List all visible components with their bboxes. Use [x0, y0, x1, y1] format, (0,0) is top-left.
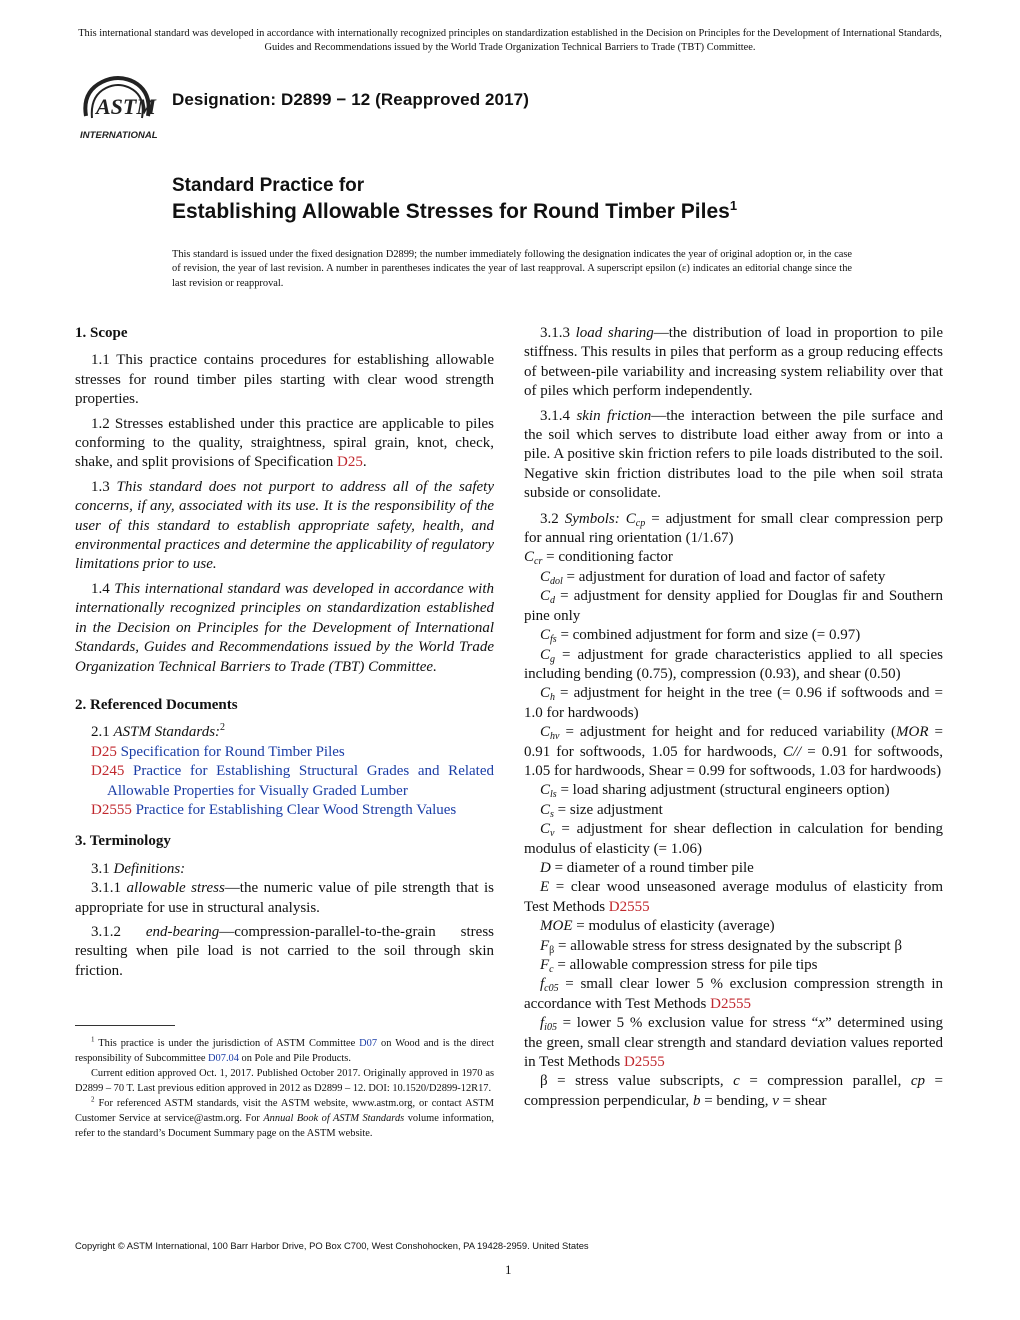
def-term: skin friction	[576, 407, 652, 424]
astm-logo	[76, 74, 160, 144]
symbol-text: = combined adjustment for form and size (= 0.97)	[556, 627, 861, 644]
symbol-text: = adjustment for shear deflection in calculation for bending modulus of elasticity (= 1.06)	[524, 821, 943, 857]
section-heading-scope: 1. Scope	[75, 325, 128, 341]
title-text: Establishing Allowable Stresses for Round Timber Piles	[172, 200, 730, 223]
reference-title[interactable]: Practice for Establishing Clear Wood Strength Values	[135, 801, 457, 818]
symbol-text: = compression parallel,	[739, 1073, 911, 1090]
symbol-cll: C//	[782, 743, 802, 760]
para-1-4-num: 1.4	[91, 580, 115, 597]
left-column	[75, 324, 494, 986]
symbol-text: = adjustment for density applied for Douglas fir and Southern pine only	[524, 588, 943, 624]
committee-link[interactable]: D07	[359, 1038, 378, 1049]
issued-note: This standard is issued under the fixed designation D2899; the number immediately following the designation indicates the year of original adoption or, in the case of revision, the year of last revision. A number in parentheses indicates the year of last reapproval. A superscript epsilon (ε) indicates an editorial change since the last revision or reapproval.	[172, 249, 852, 289]
para-1-1: 1.1 This practice contains procedures for establishing allowable stresses for round timber piles starting with clear wood strength properties.	[75, 352, 494, 408]
para-1-2-text: 1.2 Stresses established under this practice are applicable to piles conforming to the quality, straightness, spiral grain, knot, check, shake, and split provisions of Specification	[75, 415, 494, 471]
footnote-text: This practice is under the jurisdiction of ASTM Committee	[94, 1038, 360, 1049]
symbol-text: = compression perpendicular,	[524, 1073, 943, 1109]
footnotes	[75, 1036, 494, 1141]
reference-item[interactable]	[91, 801, 494, 820]
symbols-label: Symbols:	[564, 510, 620, 527]
right-column	[524, 324, 943, 1111]
footnote-mark-2[interactable]: 2	[220, 722, 226, 734]
reference-code[interactable]: D2555	[91, 801, 132, 818]
def-term: allowable stress	[126, 880, 225, 897]
symbol-e: E = clear wood unseasoned average modulus of elasticity from Test Methods D2555	[524, 879, 943, 915]
def-text: —the numeric value of pile strength that is appropriate for use in structural analysis.	[75, 880, 494, 916]
symbol-cd: $C_d$ = adjustment for density applied for Douglas fir and Southern pine only	[524, 588, 943, 624]
para-1-2-end: .	[362, 454, 367, 471]
symbol-fc: $F_c$ = allowable compression stress for pile tips	[540, 957, 818, 975]
reference-code[interactable]: D25	[91, 743, 117, 760]
symbol-text: = lower 5 % exclusion value for stress “	[556, 1015, 819, 1032]
definitions-num: 3.1	[91, 860, 114, 877]
def-text: —the interaction between the pile surface and the soil which serves to distribute load either away from or into a pile. A positive skin friction refers to pile loads distributed to the soil. Negative skin friction distributes load to the pile when soil strata subside or consolidate.	[524, 407, 944, 502]
para-1-3-num: 1.3	[91, 478, 117, 495]
footnote-text: on Wood and is the direct responsibility of Subcommittee	[75, 1038, 494, 1064]
symbol-text: = conditioning factor	[542, 549, 673, 566]
symbol-c: c	[733, 1073, 740, 1090]
symbol-text: = size adjustment	[553, 801, 663, 818]
reference-title[interactable]: Practice for Establishing Structural Grades and Related Allowable Properties for Visually Graded Lumber	[107, 763, 494, 799]
footnote-text: For referenced ASTM standards, visit the ASTM website, www.astm.org, or contact ASTM Customer Service at service@astm.org. For	[75, 1098, 494, 1124]
symbol-fb: $F_\beta$ = allowable stress for stress designated by the subscript β	[540, 937, 902, 956]
definition-end-bearing	[75, 923, 494, 981]
symbol-mor: MOR	[896, 724, 929, 741]
symbol-ccr: $C_{cr}$ = conditioning factor	[524, 549, 673, 568]
para-1-2	[75, 415, 494, 473]
top-notice: This international standard was developed in accordance with internationally recognized principles on standardization established in the Decision on Principles for the Development of International Standards, Guides and Recommendations issued by the World Trade Organization Technical Barriers to Trade (TBT) Committee.	[78, 28, 942, 53]
symbol-text: = modulus of elasticity (average)	[572, 918, 775, 935]
symbol-text: = diameter of a round timber pile	[550, 859, 754, 876]
def-num: 3.1.1	[91, 880, 127, 897]
logo-international: INTERNATIONAL	[80, 130, 158, 141]
symbol-text: = adjustment for height in the tree (= 0.96 if softwoods and = 1.0 for hardwoods)	[524, 685, 943, 721]
footnote-italic: Annual Book of ASTM Standards	[263, 1113, 405, 1124]
symbol-chv: $C_{hv}$ = adjustment for height and for reduced variability (MOR = 0.91 for softwoods, 1.05 for hardwoods, C// = 0.91 for softwoods, 1.05 for hardwoods, Shear = 0.99 for softwoods, 1.03 for hardwoods)	[524, 724, 943, 779]
def-text: —compression-parallel-to-the-grain stress resulting when pile load is not carried to the soil through skin friction.	[75, 923, 494, 979]
symbol-cv: $C_v$ = adjustment for shear deflection in calculation for bending modulus of elasticity (= 1.06)	[524, 821, 943, 857]
symbol-d: D = diameter of a round timber pile	[540, 859, 754, 876]
symbol-cs: $C_s$ = size adjustment	[540, 801, 663, 820]
logo-monogram: ASTM	[96, 94, 156, 119]
title-footnote-mark[interactable]: 1	[729, 198, 738, 213]
section-heading-terminology: 3. Terminology	[75, 833, 171, 850]
definition-allowable-stress	[75, 879, 494, 918]
definition-skin-friction	[524, 407, 943, 504]
def-text: —the distribution of load in proportion to pile stiffness. This results in piles that perform as a group reducing effects of between-pile variability and increasing system reliability over that of piles which perform independently.	[524, 325, 944, 400]
footnote-2	[75, 1096, 494, 1141]
def-term: load sharing	[575, 325, 654, 341]
page-number: 1	[505, 1262, 512, 1277]
symbol-text: = 0.91 for softwoods, 1.05 for hardwoods,	[524, 724, 943, 760]
footnote-text: volume information, refer to the standard’s Document Summary page on the ASTM website.	[75, 1113, 494, 1139]
symbol-b: b	[692, 1092, 701, 1109]
para-1-3	[75, 478, 494, 575]
reference-item[interactable]	[91, 743, 494, 762]
symbol-text: = allowable compression stress for pile tips	[553, 957, 818, 973]
astm-standards-text: ASTM Standards:	[113, 724, 221, 741]
footnote-1-edition: Current edition approved Oct. 1, 2017. Published October 2017. Originally approved in 1970 as D2899 – 70 T. Last previous edition approved in 2012 as D2899 – 12. DOI: 10.1520/D2899-12R17.	[75, 1068, 494, 1094]
symbol-text: = adjustment for height and for reduced variability (	[559, 724, 897, 741]
symbol-cfs: $C_{fs}$ = combined adjustment for form and size (= 0.97)	[540, 627, 861, 646]
symbol-fi05: $f_{i05}$ = lower 5 % exclusion value for stress “x” determined using the green, small clear strength and standard deviation values reported in Test Methods D2555	[524, 1015, 943, 1071]
subcommittee-link[interactable]: D07.04	[208, 1053, 239, 1064]
def-num: 3.1.4	[540, 407, 577, 424]
reference-list	[91, 743, 494, 821]
footnote-2-mark: 2	[91, 1095, 95, 1104]
symbols-num: 3.2	[540, 510, 565, 527]
footnote-1-mark: 1	[91, 1035, 95, 1044]
symbol-text: = shear	[778, 1092, 827, 1109]
def-num: 3.1.2	[91, 923, 146, 940]
astm-standards-label	[75, 723, 494, 742]
symbol-x: x	[818, 1015, 825, 1032]
symbol-text: = adjustment for duration of load and factor of safety	[562, 568, 886, 585]
symbol-ccp: 3.2 Symbols: $C_{cp}$ = adjustment for small clear compression perp for annual ring orientation (1/1.67)	[524, 510, 944, 547]
footnote-1	[75, 1036, 494, 1066]
symbol-cp: cp	[910, 1073, 926, 1090]
symbol-text: = adjustment for grade characteristics applied to all species including bending (0.75), compression (0.93), and shear (0.50)	[524, 646, 943, 682]
astm-logo-icon	[76, 74, 160, 144]
symbol-moe: MOE = modulus of elasticity (average)	[540, 918, 775, 935]
def-num: 3.1.3	[540, 325, 576, 341]
symbol-text: = small clear lower 5 % exclusion compression strength in accordance with Test Methods	[524, 976, 943, 1012]
symbol-text: = adjustment for small clear compression perp for annual ring orientation (1/1.67)	[524, 510, 944, 547]
symbol-v: v	[772, 1092, 779, 1109]
symbol-text: = bending,	[700, 1092, 773, 1109]
ref-link-d2555[interactable]: D2555	[608, 898, 650, 915]
reference-title[interactable]: Specification for Round Timber Piles	[120, 743, 345, 760]
symbol-fc05: $f_{c05}$ = small clear lower 5 % exclusion compression strength in accordance with Test Methods D2555	[524, 976, 943, 1012]
symbol-text: β = stress value subscripts,	[540, 1073, 734, 1090]
designation: Designation: D2899 − 12 (Reapproved 2017)	[172, 90, 529, 109]
reference-code[interactable]: D245	[91, 763, 125, 780]
section-heading-referenced: 2. Referenced Documents	[75, 696, 238, 713]
symbol-text: = load sharing adjustment (structural engineers option)	[556, 782, 890, 799]
copyright: Copyright © ASTM International, 100 Barr Harbor Drive, PO Box C700, West Conshohocken, PA 19428-2959. United States	[75, 1240, 589, 1251]
def-term: end-bearing	[145, 923, 220, 940]
definition-load-sharing	[524, 324, 943, 402]
para-1-4	[75, 580, 494, 677]
symbol-text: = allowable stress for stress designated by the subscript β	[554, 937, 902, 954]
definitions-label	[75, 860, 494, 879]
symbol-ch: $C_h$ = adjustment for height in the tree (= 0.96 if softwoods and = 1.0 for hardwoods)	[524, 685, 943, 721]
reference-item[interactable]	[91, 762, 494, 801]
title-line-1: Standard Practice for	[172, 175, 365, 196]
title-line-2	[172, 200, 737, 224]
footnote-text: on Pole and Pile Products.	[238, 1053, 351, 1064]
symbol-text: = 0.91 for softwoods, 1.05 for hardwoods, Shear = 0.99 for softwoods, 1.03 for hardwoods)	[524, 743, 943, 779]
symbol-cdol: $C_{dol}$ = adjustment for duration of load and factor of safety	[540, 568, 886, 587]
footnote-divider	[75, 1025, 175, 1026]
symbol-cg: $C_g$ = adjustment for grade characteristics applied to all species including bending (0.75), compression (0.93), and shear (0.50)	[524, 646, 943, 682]
symbol-text: ” determined using the green, small clear strength and standard deviation values reported in Test Methods	[524, 1015, 943, 1071]
ref-link-d25[interactable]: D25	[337, 454, 363, 471]
para-1-4-text: This international standard was developed in accordance with internationally recognized principles on standardization established in the Decision on Principles for the Development of International Standards, Guides and Recommendations issued by the World Trade Organization Technical Barriers to Trade (TBT) Committee.	[75, 580, 494, 675]
symbol-beta	[524, 1072, 943, 1111]
ref-link-d2555[interactable]: D2555	[623, 1054, 665, 1071]
symbol-cls: $C_{ls}$ = load sharing adjustment (structural engineers option)	[540, 782, 890, 801]
ref-link-d2555[interactable]: D2555	[710, 995, 751, 1012]
definitions-text: Definitions:	[113, 860, 186, 877]
astm-standards-num: 2.1	[91, 724, 114, 741]
para-1-3-text: This standard does not purport to address all of the safety concerns, if any, associated with its use. It is the responsibility of the user of this standard to establish appropriate safety, health, and environmental practices and determine the applicability of regulatory limitations prior to use.	[75, 478, 495, 573]
symbol-text: = clear wood unseasoned average modulus of elasticity from Test Methods	[524, 879, 943, 915]
